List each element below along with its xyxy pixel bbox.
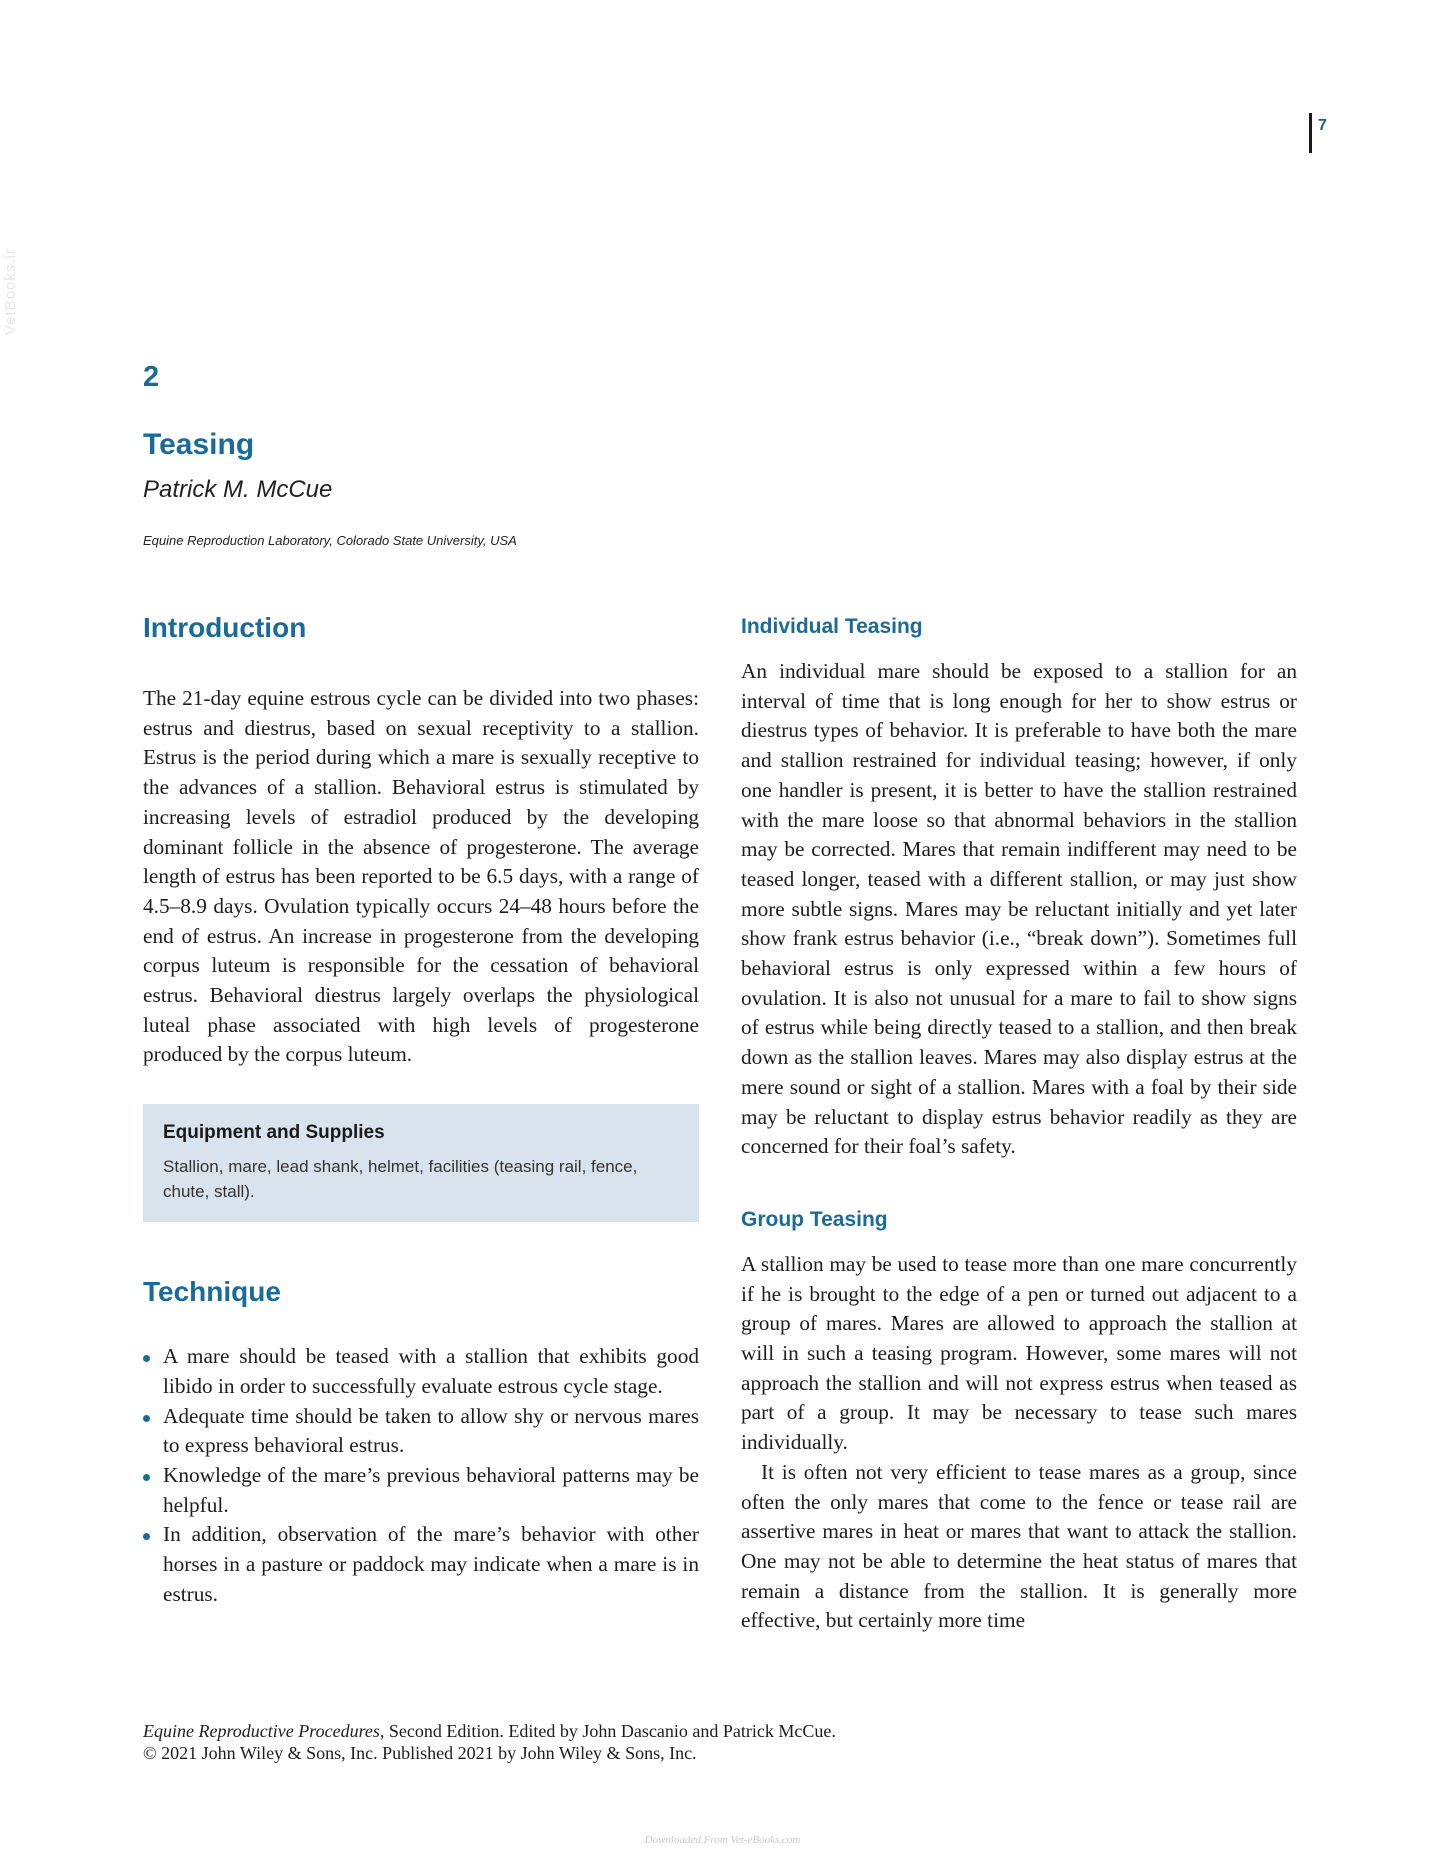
equipment-box-title: Equipment and Supplies xyxy=(163,1122,385,1144)
bullet-icon xyxy=(143,1355,150,1362)
bullet-icon xyxy=(143,1474,150,1481)
book-title: Equine Reproductive Procedures xyxy=(143,1721,380,1741)
equipment-box xyxy=(143,1104,699,1222)
left-column xyxy=(143,610,699,1609)
chapter-title: Teasing xyxy=(143,428,255,461)
group-teasing-paragraph-2: It is often not very efficient to tease mares as a group, since often the only mares that come to the fence or tease rail are assertive mares in heat or mares that want to attack the stallion. One may not be able to determine the heat status of mares that remain a distance from the stallion. It is generally more effective, but certainly more time xyxy=(741,1459,1297,1633)
technique-bullet xyxy=(143,1402,699,1461)
bullet-text: In addition, observation of the mare’s behavior with other horses in a pasture or paddock may indicate when a mare is in estrus. xyxy=(163,1522,699,1606)
introduction-paragraph: The 21-day equine estrous cycle can be divided into two phases: estrus and diestrus, based on sexual receptivity to a stallion. Estrus is the period during which a mare is sexually receptive to the advances of a stallion. Behavioral estrus is stimulated by increasing levels of estradiol produced by the developing dominant follicle in the absence of progesterone. The average length of estrus has been reported to be 6.5 days, with a range of 4.5–8.9 days. Ovulation typically occurs 24–48 hours before the end of estrus. An increase in progesterone from the developing corpus luteum is responsible for the cessation of behavioral estrus. Behavioral diestrus largely overlaps the physiological luteal phase associated with high levels of progesterone produced by the corpus luteum. xyxy=(143,686,699,1067)
technique-bullet xyxy=(143,1461,699,1520)
page-number: 7 xyxy=(1318,117,1327,134)
introduction-heading: Introduction xyxy=(143,612,307,643)
edition-text: , Second Edition. Edited by John Dascanio and Patrick McCue. xyxy=(379,1721,836,1741)
page-number-rule xyxy=(1309,113,1312,153)
equipment-box-text: Stallion, mare, lead shank, helmet, facilities (teasing rail, fence, chute, stall). xyxy=(163,1157,638,1202)
download-watermark: Downloaded From Vet-eBooks.com xyxy=(644,1834,801,1846)
chapter-author: Patrick M. McCue xyxy=(143,476,333,503)
individual-teasing-paragraph: An individual mare should be exposed to a stallion for an interval of time that is long enough for her to show estrus or diestrus types of behavior. It is preferable to have both the mare and stallion restrained for individual teasing; however, if only one handler is present, it is better to have the stallion restrained with the mare loose so that abnormal behaviors in the stallion may be corrected. Mares that remain indifferent may need to be teased longer, teased with a different stallion, or may just show more subtle signs. Mares may be reluctant initially and yet later show frank estrus behavior (i.e., “break down”). Sometimes full behavioral estrus is only expressed within a few hours of ovulation. It is also not unusual for a mare to fail to show signs of estrus while being directly teased to a stallion, and then break down as the stallion leaves. Mares may also display estrus at the mere sound or sight of a stallion. Mares with a foal by their side may be reluctant to display estrus behavior readily as they are concerned for their foal’s safety. xyxy=(741,659,1297,1159)
chapter-number: 2 xyxy=(143,361,160,393)
copyright-line: © 2021 John Wiley & Sons, Inc. Published 2021 by John Wiley & Sons, Inc. xyxy=(143,1743,697,1763)
bullet-icon xyxy=(143,1415,150,1422)
side-watermark: VetBooks.ir xyxy=(2,248,19,335)
author-affiliation: Equine Reproduction Laboratory, Colorado State University, USA xyxy=(143,533,517,548)
group-teasing-paragraph-1: A stallion may be used to tease more than one mare concurrently if he is brought to the edge of a pen or turned out adjacent to a group of mares. Mares are allowed to approach the stallion at will in such a teasing program. However, some mares will not approach the stallion and will not express estrus when teased as part of a group. It may be necessary to tease such mares individually. xyxy=(741,1251,1297,1455)
technique-bullet xyxy=(143,1342,699,1401)
technique-list xyxy=(143,1342,699,1609)
citation-line xyxy=(143,1720,836,1742)
technique-heading: Technique xyxy=(143,1276,281,1308)
bullet-text: A mare should be teased with a stallion that exhibits good libido in order to successfully evaluate estrous cycle stage. xyxy=(163,1344,699,1398)
citation-footer xyxy=(143,1720,836,1764)
individual-teasing-heading: Individual Teasing xyxy=(741,615,923,638)
group-teasing-heading: Group Teasing xyxy=(741,1207,888,1231)
right-column xyxy=(741,613,1297,1636)
bullet-text: Knowledge of the mare’s previous behavioral patterns may be helpful. xyxy=(163,1462,699,1517)
bullet-icon xyxy=(143,1533,150,1540)
bullet-text: Adequate time should be taken to allow shy or nervous mares to express behavioral estrus. xyxy=(163,1403,699,1458)
technique-bullet xyxy=(143,1520,699,1609)
